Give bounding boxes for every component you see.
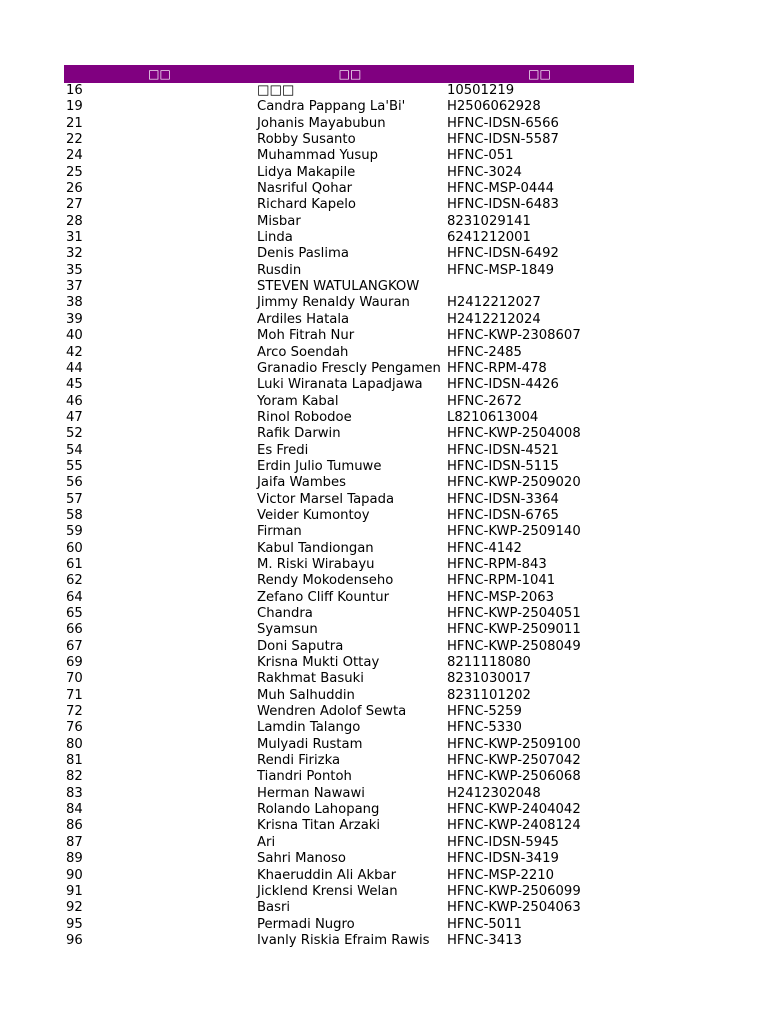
- code-cell: HFNC-IDSN-6765: [447, 507, 559, 523]
- table-row: [64, 753, 634, 769]
- name-cell: Basri: [257, 900, 291, 916]
- table-row: [64, 688, 634, 704]
- code-cell: HFNC-5330: [447, 720, 522, 736]
- name-cell: Rinol Robodoe: [257, 409, 352, 425]
- row-number-cell: 91: [66, 883, 83, 899]
- name-cell: Linda: [257, 230, 293, 246]
- name-cell: Krisna Titan Arzaki: [257, 818, 381, 834]
- code-cell: HFNC-KWP-2509140: [447, 524, 581, 540]
- row-number-cell: 69: [66, 655, 83, 671]
- row-number-cell: 58: [66, 507, 83, 523]
- code-cell: HFNC-IDSN-3419: [447, 851, 559, 867]
- row-number-cell: 76: [66, 720, 83, 736]
- name-cell: Herman Nawawi: [257, 785, 365, 801]
- table-row: [64, 573, 634, 589]
- row-number-cell: 44: [66, 360, 83, 376]
- row-number-cell: 62: [66, 573, 83, 589]
- table-row: [64, 884, 634, 900]
- table-row: [64, 394, 634, 410]
- table-row: [64, 492, 634, 508]
- row-number-cell: 65: [66, 606, 83, 621]
- table-row: [64, 557, 634, 573]
- row-number-cell: 59: [66, 524, 83, 540]
- name-cell: Mulyadi Rustam: [257, 736, 363, 752]
- row-number-cell: 61: [66, 556, 83, 572]
- data-table: [64, 65, 634, 949]
- row-number-cell: 86: [66, 818, 83, 834]
- code-cell: HFNC-MSP-1849: [447, 262, 555, 278]
- row-number-cell: 80: [66, 736, 83, 752]
- table-row: [64, 426, 634, 442]
- name-cell: Robby Susanto: [257, 132, 356, 148]
- table-row: [64, 737, 634, 753]
- row-number-cell: 87: [66, 834, 83, 850]
- name-cell: Kabul Tandiongan: [257, 540, 374, 556]
- table-body: [64, 83, 634, 949]
- row-number-cell: 70: [66, 671, 83, 687]
- code-cell: H2412212027: [447, 295, 541, 311]
- row-number-cell: 82: [66, 769, 83, 785]
- row-number-cell: 56: [66, 475, 83, 491]
- row-number-cell: 54: [66, 442, 83, 458]
- code-cell: HFNC-KWP-2308607: [447, 328, 581, 344]
- name-cell: M. Riski Wirabayu: [257, 556, 375, 572]
- row-number-cell: 25: [66, 164, 83, 180]
- row-number-cell: 67: [66, 638, 83, 654]
- code-cell: HFNC-RPM-843: [447, 556, 547, 572]
- row-number-cell: 83: [66, 785, 83, 801]
- name-cell: Rendi Firizka: [257, 753, 341, 769]
- name-cell: Es Fredi: [257, 442, 309, 458]
- name-cell: Victor Marsel Tapada: [257, 491, 395, 507]
- name-cell: Erdin Julio Tumuwe: [257, 458, 382, 474]
- table-row: [64, 132, 634, 148]
- row-number-cell: 39: [66, 311, 83, 327]
- table-row: [64, 606, 634, 622]
- name-cell: Yoram Kabal: [257, 393, 339, 409]
- row-number-cell: 92: [66, 900, 83, 916]
- code-cell: H2506062928: [447, 99, 541, 115]
- row-number-cell: 52: [66, 426, 83, 442]
- code-cell: HFNC-KWP-2509020: [447, 475, 581, 491]
- table-row: [64, 590, 634, 606]
- table-row: [64, 917, 634, 933]
- table-row: [64, 246, 634, 262]
- name-cell: Arco Soendah: [257, 344, 349, 360]
- name-cell: Granadio Frescly Pengamen: [257, 360, 441, 376]
- name-cell: Syamsun: [257, 622, 318, 638]
- code-cell: HFNC-5259: [447, 704, 522, 720]
- name-cell: Candra Pappang La'Bi': [257, 99, 406, 115]
- code-cell: 8231030017: [447, 671, 531, 687]
- code-cell: 8211118080: [447, 655, 531, 671]
- code-cell: 6241212001: [447, 230, 531, 246]
- table-row: [64, 377, 634, 393]
- header-col-3: □□: [445, 65, 634, 83]
- name-cell: Firman: [257, 524, 302, 540]
- row-number-cell: 47: [66, 409, 83, 425]
- code-cell: 8231101202: [447, 687, 531, 703]
- row-number-cell: 40: [66, 328, 83, 344]
- code-cell: HFNC-KWP-2504063: [447, 900, 581, 916]
- table-row: [64, 802, 634, 818]
- code-cell: 8231029141: [447, 213, 531, 229]
- name-cell: Ivanly Riskia Efraim Rawis: [257, 932, 430, 948]
- row-number-cell: 96: [66, 932, 83, 948]
- table-row: [64, 361, 634, 377]
- code-cell: HFNC-IDSN-5587: [447, 132, 559, 148]
- name-cell: Johanis Mayabubun: [257, 115, 386, 131]
- code-cell: HFNC-051: [447, 148, 514, 164]
- spreadsheet: [64, 65, 634, 949]
- row-number-cell: 46: [66, 393, 83, 409]
- row-number-cell: 71: [66, 687, 83, 703]
- name-cell: Rakhmat Basuki: [257, 671, 364, 687]
- code-cell: HFNC-IDSN-6483: [447, 197, 559, 213]
- table-row: [64, 295, 634, 311]
- code-cell: H2412302048: [447, 785, 541, 801]
- code-cell: HFNC-3413: [447, 932, 522, 948]
- table-row: [64, 508, 634, 524]
- table-row: [64, 148, 634, 164]
- name-cell: □□□: [257, 83, 295, 98]
- table-row: [64, 769, 634, 785]
- table-row: [64, 165, 634, 181]
- name-cell: Lamdin Talango: [257, 720, 361, 736]
- row-number-cell: 89: [66, 851, 83, 867]
- code-cell: HFNC-IDSN-5945: [447, 834, 559, 850]
- name-cell: Wendren Adolof Sewta: [257, 704, 407, 720]
- table-row: [64, 475, 634, 491]
- table-row: [64, 83, 634, 99]
- header-col-2: □□: [255, 65, 445, 83]
- code-cell: HFNC-IDSN-6566: [447, 115, 559, 131]
- row-number-cell: 64: [66, 589, 83, 605]
- name-cell: Sahri Manoso: [257, 851, 346, 867]
- row-number-cell: 22: [66, 132, 83, 148]
- row-number-cell: 57: [66, 491, 83, 507]
- table-row: [64, 720, 634, 736]
- row-number-cell: 81: [66, 753, 83, 769]
- table-row: [64, 933, 634, 949]
- row-number-cell: 38: [66, 295, 83, 311]
- name-cell: Luki Wiranata Lapadjawa: [257, 377, 423, 393]
- code-cell: HFNC-KWP-2504051: [447, 606, 581, 621]
- table-row: [64, 704, 634, 720]
- header-col-1: □□: [64, 65, 255, 83]
- code-cell: HFNC-KWP-2509100: [447, 736, 581, 752]
- name-cell: Chandra: [257, 606, 313, 621]
- name-cell: Zefano Cliff Kountur: [257, 589, 390, 605]
- table-row: [64, 197, 634, 213]
- table-row: [64, 410, 634, 426]
- code-cell: HFNC-IDSN-6492: [447, 246, 559, 262]
- code-cell: HFNC-KWP-2408124: [447, 818, 581, 834]
- name-cell: Jimmy Renaldy Wauran: [257, 295, 410, 311]
- name-cell: Rafik Darwin: [257, 426, 341, 442]
- row-number-cell: 16: [66, 83, 83, 98]
- name-cell: Ari: [257, 834, 276, 850]
- name-cell: Jaifa Wambes: [257, 475, 347, 491]
- name-cell: Rolando Lahopang: [257, 802, 380, 818]
- code-cell: HFNC-3024: [447, 164, 522, 180]
- name-cell: Veider Kumontoy: [257, 507, 370, 523]
- table-row: [64, 835, 634, 851]
- name-cell: Misbar: [257, 213, 301, 229]
- row-number-cell: 42: [66, 344, 83, 360]
- code-cell: L8210613004: [447, 409, 539, 425]
- row-number-cell: 55: [66, 458, 83, 474]
- name-cell: Tiandri Pontoh: [257, 769, 352, 785]
- name-cell: Lidya Makapile: [257, 164, 356, 180]
- table-row: [64, 99, 634, 115]
- row-number-cell: 26: [66, 181, 83, 197]
- code-cell: HFNC-IDSN-3364: [447, 491, 559, 507]
- table-row: [64, 524, 634, 540]
- code-cell: HFNC-IDSN-5115: [447, 458, 559, 474]
- row-number-cell: 27: [66, 197, 83, 213]
- code-cell: HFNC-IDSN-4521: [447, 442, 559, 458]
- table-row: [64, 639, 634, 655]
- table-row: [64, 214, 634, 230]
- name-cell: Khaeruddin Ali Akbar: [257, 867, 397, 883]
- row-number-cell: 24: [66, 148, 83, 164]
- code-cell: HFNC-4142: [447, 540, 522, 556]
- name-cell: Nasriful Qohar: [257, 181, 353, 197]
- row-number-cell: 66: [66, 622, 83, 638]
- row-number-cell: 60: [66, 540, 83, 556]
- row-number-cell: 45: [66, 377, 83, 393]
- code-cell: HFNC-RPM-478: [447, 360, 547, 376]
- code-cell: 10501219: [447, 83, 515, 98]
- table-row: [64, 655, 634, 671]
- code-cell: HFNC-IDSN-4426: [447, 377, 559, 393]
- table-row: [64, 622, 634, 638]
- name-cell: STEVEN WATULANGKOW: [257, 279, 420, 295]
- code-cell: HFNC-KWP-2509011: [447, 622, 581, 638]
- table-row: [64, 345, 634, 361]
- name-cell: Jicklend Krensi Welan: [257, 883, 398, 899]
- code-cell: HFNC-KWP-2508049: [447, 638, 581, 654]
- code-cell: H2412212024: [447, 311, 541, 327]
- row-number-cell: 32: [66, 246, 83, 262]
- name-cell: Muhammad Yusup: [257, 148, 379, 164]
- row-number-cell: 84: [66, 802, 83, 818]
- name-cell: Richard Kapelo: [257, 197, 356, 213]
- row-number-cell: 90: [66, 867, 83, 883]
- row-number-cell: 37: [66, 279, 83, 295]
- row-number-cell: 21: [66, 115, 83, 131]
- table-row: [64, 868, 634, 884]
- code-cell: HFNC-KWP-2506099: [447, 883, 581, 899]
- table-row: [64, 312, 634, 328]
- row-number-cell: 28: [66, 213, 83, 229]
- table-row: [64, 671, 634, 687]
- name-cell: Moh Fitrah Nur: [257, 328, 355, 344]
- table-row: [64, 181, 634, 197]
- row-number-cell: 35: [66, 262, 83, 278]
- table-row: [64, 263, 634, 279]
- table-row: [64, 279, 634, 295]
- name-cell: Rusdin: [257, 262, 302, 278]
- code-cell: HFNC-RPM-1041: [447, 573, 556, 589]
- name-cell: Denis Paslima: [257, 246, 349, 262]
- name-cell: Ardiles Hatala: [257, 311, 350, 327]
- table-row: [64, 900, 634, 916]
- row-number-cell: 72: [66, 704, 83, 720]
- code-cell: HFNC-KWP-2504008: [447, 426, 581, 442]
- table-row: [64, 818, 634, 834]
- row-number-cell: 31: [66, 230, 83, 246]
- name-cell: Muh Salhuddin: [257, 687, 355, 703]
- code-cell: HFNC-2672: [447, 393, 522, 409]
- table-row: [64, 328, 634, 344]
- code-cell: HFNC-MSP-2063: [447, 589, 555, 605]
- row-number-cell: 19: [66, 99, 83, 115]
- code-cell: HFNC-KWP-2506068: [447, 769, 581, 785]
- code-cell: HFNC-KWP-2507042: [447, 753, 581, 769]
- name-cell: Doni Saputra: [257, 638, 344, 654]
- code-cell: HFNC-5011: [447, 916, 522, 932]
- code-cell: HFNC-MSP-0444: [447, 181, 555, 197]
- code-cell: HFNC-KWP-2404042: [447, 802, 581, 818]
- table-row: [64, 116, 634, 132]
- code-cell: HFNC-2485: [447, 344, 522, 360]
- name-cell: Rendy Mokodenseho: [257, 573, 394, 589]
- table-row: [64, 459, 634, 475]
- table-row: [64, 230, 634, 246]
- row-number-cell: 95: [66, 916, 83, 932]
- table-row: [64, 443, 634, 459]
- table-row: [64, 851, 634, 867]
- name-cell: Permadi Nugro: [257, 916, 355, 932]
- table-row: [64, 541, 634, 557]
- table-row: [64, 786, 634, 802]
- header-row: [64, 65, 634, 83]
- name-cell: Krisna Mukti Ottay: [257, 655, 380, 671]
- code-cell: HFNC-MSP-2210: [447, 867, 555, 883]
- code-cell: [445, 279, 634, 295]
